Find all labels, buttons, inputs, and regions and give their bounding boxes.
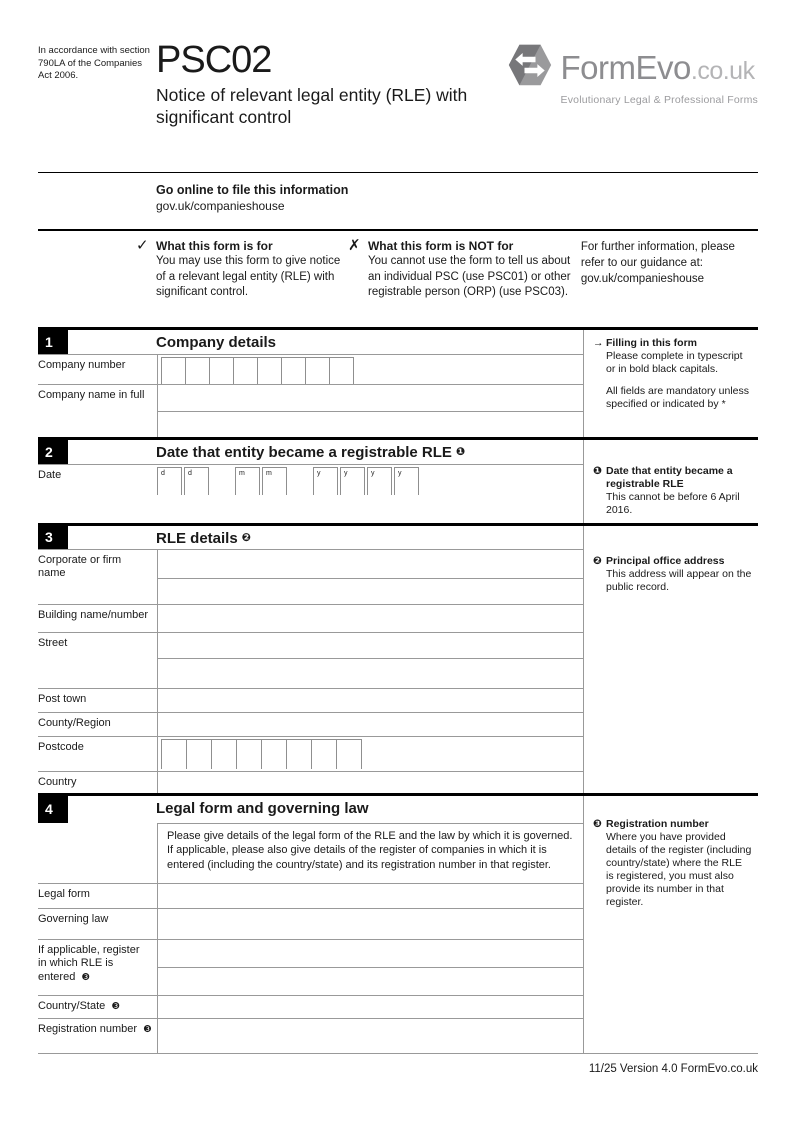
accordance-text: In accordance with section 790LA of the Companies Act 2006. [38, 45, 150, 81]
note-body: Where you have provided details of the register (including country/state) where the RLE is registered, you must also provide its number in that register. [606, 830, 752, 908]
postcode-box[interactable] [286, 739, 312, 769]
for-body: You may use this form to give notice of a relevant legal entity (RLE) with significant control. [156, 255, 341, 298]
form-header [38, 40, 758, 172]
county-row [38, 713, 583, 737]
date-month-box[interactable]: m [235, 467, 260, 495]
corporate-name-input-line-2[interactable] [157, 579, 583, 604]
section-4-instructions: Please give details of the legal form of the RLE and the law by which it is governed. If applicable, please also give details of the register of companies in which it is entered (including the country/state) and its registration number in that register. [157, 823, 583, 883]
note-body: This cannot be before 6 April 2016. [606, 490, 740, 516]
note-heading: Registration number [606, 817, 709, 830]
section-divider [38, 523, 758, 526]
postcode-label: Postcode [38, 740, 84, 753]
register-row [38, 940, 583, 983]
registration-number-row [38, 1019, 583, 1053]
country-row [38, 772, 583, 793]
note-3-marker: ❸ [81, 971, 90, 983]
country-state-input[interactable] [157, 996, 583, 1018]
company-number-box[interactable] [209, 357, 234, 384]
cross-icon: ✗ [347, 237, 361, 254]
section-2-header [38, 440, 583, 465]
company-number-field [157, 355, 583, 384]
section-1-title: Company details [156, 333, 277, 351]
section-4-title: Legal form and governing law [156, 799, 369, 817]
note-2-marker: ❷ [593, 554, 602, 567]
form-content [38, 0, 758, 1075]
section-3-number: 3 [38, 526, 68, 549]
for-heading: What this form is for [156, 239, 273, 253]
register-label: If applicable, register in which RLE is entered ❸ [38, 943, 140, 983]
corporate-name-row-2 [38, 579, 583, 605]
check-icon: ✓ [136, 237, 149, 254]
note-3-registration-number [593, 818, 752, 909]
country-state-label: Country/State ❸ [38, 999, 120, 1012]
date-row [38, 465, 583, 498]
company-number-box[interactable] [305, 357, 330, 384]
date-month-box[interactable]: m [262, 467, 287, 495]
section-2-number: 2 [38, 440, 68, 464]
date-year-box[interactable]: y [367, 467, 392, 495]
logo-suffix: .co.uk [690, 56, 755, 85]
postcode-box[interactable] [336, 739, 362, 769]
section-4-number: 4 [38, 796, 68, 823]
company-number-box[interactable] [185, 357, 210, 384]
company-number-boxes [158, 355, 583, 384]
note-heading: Filling in this form [606, 336, 697, 349]
go-online-block [38, 172, 758, 214]
corporate-name-input-line-1[interactable] [157, 550, 583, 579]
governing-law-row [38, 909, 583, 940]
street-row [38, 633, 583, 659]
hexagon-arrows-icon [507, 42, 553, 93]
governing-law-label: Governing law [38, 912, 109, 925]
logo-tagline: Evolutionary Legal & Professional Forms [560, 94, 758, 106]
company-number-box[interactable] [257, 357, 282, 384]
legal-form-input[interactable] [157, 884, 583, 908]
country-input[interactable] [157, 772, 583, 793]
legal-form-label: Legal form [38, 887, 90, 900]
country-state-row [38, 996, 583, 1019]
street-input-line-2[interactable] [157, 659, 583, 688]
date-field [157, 465, 583, 498]
note-heading: Date that entity became a registrable RLE [606, 464, 733, 490]
street-row-2 [38, 659, 583, 689]
county-input[interactable] [157, 713, 583, 736]
version-footer: 11/25 Version 4.0 FormEvo.co.uk [588, 1062, 758, 1075]
company-number-box[interactable] [233, 357, 258, 384]
note-3-marker: ❸ [111, 1000, 120, 1012]
date-year-box[interactable]: y [394, 467, 419, 495]
section-divider [38, 437, 758, 440]
post-town-input[interactable] [157, 689, 583, 712]
notes-sidebar [583, 327, 759, 1053]
company-number-label: Company number [38, 358, 126, 371]
form-body [38, 327, 758, 1054]
post-town-row [38, 689, 583, 713]
country-label: Country [38, 775, 77, 788]
go-online-heading: Go online to file this information [156, 183, 349, 197]
postcode-box[interactable] [211, 739, 237, 769]
postcode-box[interactable] [186, 739, 212, 769]
building-label: Building name/number [38, 608, 149, 621]
post-town-label: Post town [38, 692, 87, 705]
building-input[interactable] [157, 605, 583, 632]
note-body: Please complete in typescript or in bold black capitals. [606, 349, 743, 375]
logo-wordmark: FormEvo.co.uk [560, 48, 755, 86]
company-number-row [38, 355, 583, 385]
note-2-marker: ❷ [241, 531, 252, 544]
date-year-box[interactable]: y [313, 467, 338, 495]
company-name-row-2 [38, 412, 583, 437]
what-form-is-for [136, 238, 348, 301]
section-divider [38, 327, 758, 330]
postcode-box[interactable] [236, 739, 262, 769]
form-code: PSC02 [156, 39, 272, 81]
arrow-right-icon: → [593, 336, 604, 349]
postcode-box[interactable] [311, 739, 337, 769]
note-3-marker: ❸ [593, 817, 602, 830]
company-name-label: Company name in full [38, 388, 145, 401]
note-heading: Principal office address [606, 554, 725, 567]
register-row-2 [38, 968, 583, 996]
section-3-header [38, 526, 583, 550]
postcode-field [157, 737, 583, 771]
not-for-body: You cannot use the form to tell us about an individual PSC (use PSC01) or other registrable person (ORP) (use PSC03). [367, 255, 571, 298]
section-4-header [38, 796, 583, 823]
company-name-input-line-2[interactable] [157, 412, 583, 437]
section-2-title: Date that entity became a registrable RLE ❶ [156, 443, 466, 461]
postcode-row [38, 737, 583, 772]
date-day-box[interactable]: d [157, 467, 182, 495]
date-day-box[interactable]: d [184, 467, 209, 495]
street-input-line-1[interactable] [157, 633, 583, 659]
legal-form-row [38, 884, 583, 909]
corporate-name-label: Corporate or firm name [38, 553, 122, 579]
governing-law-input[interactable] [157, 909, 583, 939]
building-row [38, 605, 583, 633]
register-input-line-2[interactable] [157, 968, 583, 995]
company-number-box[interactable] [281, 357, 306, 384]
further-information: For further information, please refer to our guidance at: gov.uk/companieshouse [580, 241, 735, 285]
note-1-marker: ❶ [593, 464, 602, 477]
note-body: This address will appear on the public record. [606, 567, 752, 593]
note-3-marker: ❸ [143, 1023, 152, 1035]
section-3-title: RLE details ❷ [156, 529, 252, 547]
note-2-principal-office [593, 555, 752, 594]
section-4-instructions-row [38, 823, 583, 884]
section-divider [38, 793, 758, 796]
postcode-boxes [158, 737, 583, 769]
postcode-box[interactable] [261, 739, 287, 769]
note-1-date [593, 465, 752, 517]
what-form-is-not-for [348, 238, 581, 301]
street-label: Street [38, 636, 68, 649]
registration-number-label: Registration number ❸ [38, 1022, 152, 1035]
date-label: Date [38, 468, 62, 481]
not-for-heading: What this form is NOT for [367, 239, 514, 253]
company-number-box[interactable] [161, 357, 186, 384]
note-filling-in-form [593, 337, 752, 411]
section-1-header [38, 330, 583, 355]
postcode-box[interactable] [161, 739, 187, 769]
formevo-logo [507, 42, 758, 106]
form-title: Notice of relevant legal entity (RLE) with significant control [156, 85, 468, 127]
note-1-marker: ❶ [455, 445, 466, 458]
company-number-box[interactable] [329, 357, 354, 384]
date-year-box[interactable]: y [340, 467, 365, 495]
intro-columns [38, 231, 758, 301]
county-label: County/Region [38, 716, 111, 729]
go-online-url[interactable]: gov.uk/companieshouse [156, 199, 285, 213]
section-1-number: 1 [38, 330, 68, 354]
note-body: All fields are mandatory unless specified or indicated by * [606, 384, 749, 410]
registration-number-input[interactable] [157, 1019, 583, 1053]
register-input-line-1[interactable] [157, 940, 583, 968]
title-block [156, 40, 526, 172]
corporate-name-row [38, 550, 583, 579]
company-name-row [38, 385, 583, 412]
company-name-input-line-1[interactable] [157, 385, 583, 412]
